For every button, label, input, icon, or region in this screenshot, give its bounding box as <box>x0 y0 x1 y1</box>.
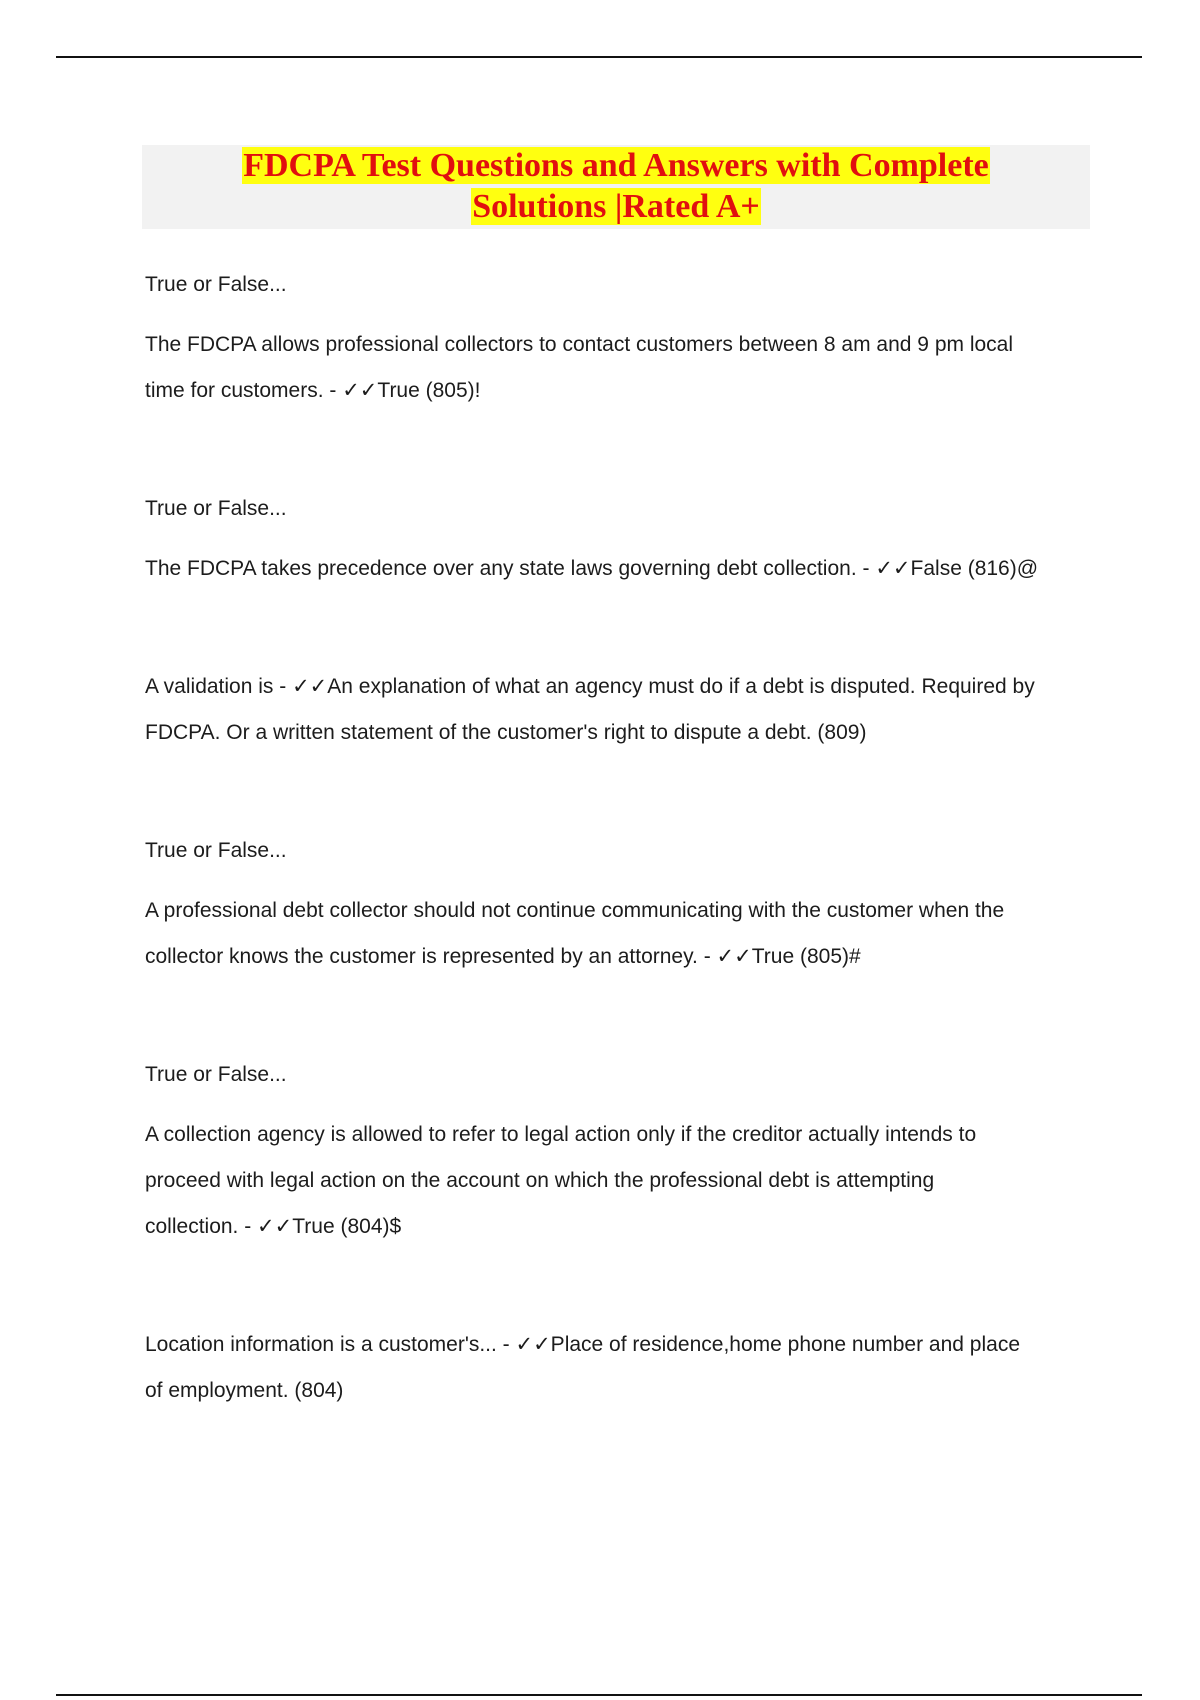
question-answer-line: FDCPA. Or a written statement of the customer's right to dispute a debt. (809) <box>145 721 867 744</box>
qa-content <box>145 262 1095 1414</box>
question-answer-line: A validation is - ✓✓An explanation of what an agency must do if a debt is disputed. Required by <box>145 675 1035 698</box>
footer-rule <box>56 1694 1142 1696</box>
question-prompt: True or False... <box>145 273 287 296</box>
question-answer-line: time for customers. - ✓✓True (805)! <box>145 379 481 402</box>
question-answer-line: The FDCPA takes precedence over any state laws governing debt collection. - ✓✓False (816)@ <box>145 557 1039 580</box>
title-line-2: Solutions |Rated A+ <box>472 188 760 225</box>
question-answer-line: A professional debt collector should not continue communicating with the customer when the <box>145 899 1005 922</box>
question-answer-line: of employment. (804) <box>145 1379 344 1402</box>
title-line-1: FDCPA Test Questions and Answers with Complete <box>243 147 989 184</box>
question-prompt: True or False... <box>145 497 287 520</box>
question-answer-line: collection. - ✓✓True (804)$ <box>145 1215 402 1238</box>
header-rule <box>56 56 1142 58</box>
question-answer-line: A collection agency is allowed to refer to legal action only if the creditor actually intends to <box>145 1123 977 1146</box>
question-answer-line: collector knows the customer is represented by an attorney. - ✓✓True (805)# <box>145 945 861 968</box>
question-answer-line: Location information is a customer's... - ✓✓Place of residence,home phone number and place <box>145 1333 1020 1356</box>
document-title <box>142 145 1090 229</box>
question-prompt: True or False... <box>145 1063 287 1086</box>
question-answer-line: proceed with legal action on the account on which the professional debt is attempting <box>145 1169 935 1192</box>
question-prompt: True or False... <box>145 839 287 862</box>
question-answer-line: The FDCPA allows professional collectors to contact customers between 8 am and 9 pm local <box>145 333 1014 356</box>
